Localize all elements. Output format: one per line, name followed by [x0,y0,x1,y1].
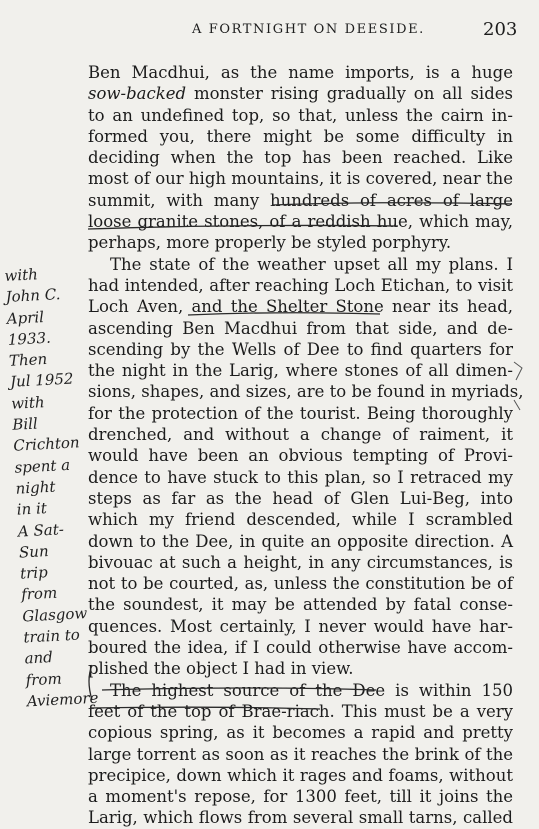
margin-note: Aviemore [26,688,99,711]
text-line: boured the idea, if I could otherwise have accom- [88,638,513,658]
text-line: deciding when the top has been reached. Like [88,148,513,168]
text-line: Loch Aven, and the Shelter Stone near its head, [88,297,513,317]
text-line: feet of the top of Brae-riach. This must be a very [88,701,513,721]
text-line: Ben Macdhui, as the name imports, is a huge [88,63,513,82]
text-line: Larig, which flows from several small tarns, called [88,808,513,828]
text-line: sions, shapes, and sizes, are to be found in myriads, [88,382,524,402]
margin-note: Crichton [12,433,81,456]
text-line: had intended, after reaching Loch Etichan, to visit [88,275,513,295]
text-line: ascending Ben Macdhui from that side, and de- [88,318,513,338]
text-line: plished the object I had in view. [88,659,354,679]
text-line: the soundest, it may be attended by fatal conse- [88,595,513,615]
paragraph-3 [88,680,513,829]
paragraph-2 [88,254,524,680]
text-line: would have been an obvious tempting of Provi- [88,446,513,466]
margin-note: from [20,584,58,604]
text-line: perhaps, more properly be styled porphyry. [88,233,452,253]
margin-note: trip [19,563,49,583]
text-line: which my friend descended, while I scrambled [88,510,513,530]
margin-note: Sun [18,541,50,562]
text-line: not to be courted, as, unless the constitution be of [88,574,513,594]
text-line: copious spring, as it becomes a rapid and pretty [88,723,513,743]
page-body [88,62,524,829]
margin-note: A Sat- [17,519,65,541]
text-line: a moment's repose, for 1300 feet, till it joins the [88,787,513,807]
text-line: drenched, and without a change of raiment, it [88,425,513,445]
margin-note: spent a [14,455,71,477]
text-line: The highest source of the Dee is within 150 [110,680,513,700]
text-line: large torrent as soon as it reaches the brink of the [88,744,513,764]
margin-note: Jul 1952 [9,370,74,392]
text-line: quences. Most certainly, I never would have har- [88,616,513,636]
text-line: sow-backed monster rising gradually on all sides [88,84,513,104]
margin-note: Bill [11,414,39,434]
margin-note: with [10,392,45,413]
paragraph-1 [88,62,513,254]
margin-note: in it [16,499,48,519]
margin-note: night [15,477,56,498]
running-title: A FORTNIGHT ON DEESIDE. [192,22,425,37]
text-line: the night in the Larig, where stones of all dimen- [88,361,513,381]
margin-note: from [25,669,63,690]
margin-note: April [6,307,45,328]
running-header [0,19,539,44]
text-line: scending by the Wells of Dee to find quarters for [88,339,513,359]
text-line: bivouac at such a height, in any circumstances, is [88,552,513,572]
text-line: down to the Dee, in quite an opposite direction. A [88,531,513,551]
margin-note: Glasgow [21,603,88,626]
text-line: formed you, there might be some difficulty in [88,126,513,146]
margin-note: and [24,648,54,668]
text-line: summit, with many hundreds of acres of large [88,190,513,210]
margin-note: John C. [5,285,61,307]
text-line: to an undefined top, so that, unless the cairn in- [88,105,513,125]
text-line: loose granite stones, of a reddish hue, which may, [88,212,513,232]
text-line: precipice, down which it rages and foams, without [88,765,513,785]
text-line: The state of the weather upset all my plans. I [110,254,513,274]
text-line: for the protection of the tourist. Being thoroughly [88,403,513,423]
margin-note: Then [8,350,48,371]
page-number: 203 [483,19,518,40]
text-line: most of our high mountains, it is covered, near the [88,169,513,189]
text-line: dence to have stuck to this plan, so I retraced my [88,467,513,487]
margin-note: train to [23,625,81,647]
margin-note: with [4,265,39,285]
text-line: steps as far as the head of Glen Lui-Beg, into [88,488,513,508]
margin-note: 1933. [7,328,52,349]
